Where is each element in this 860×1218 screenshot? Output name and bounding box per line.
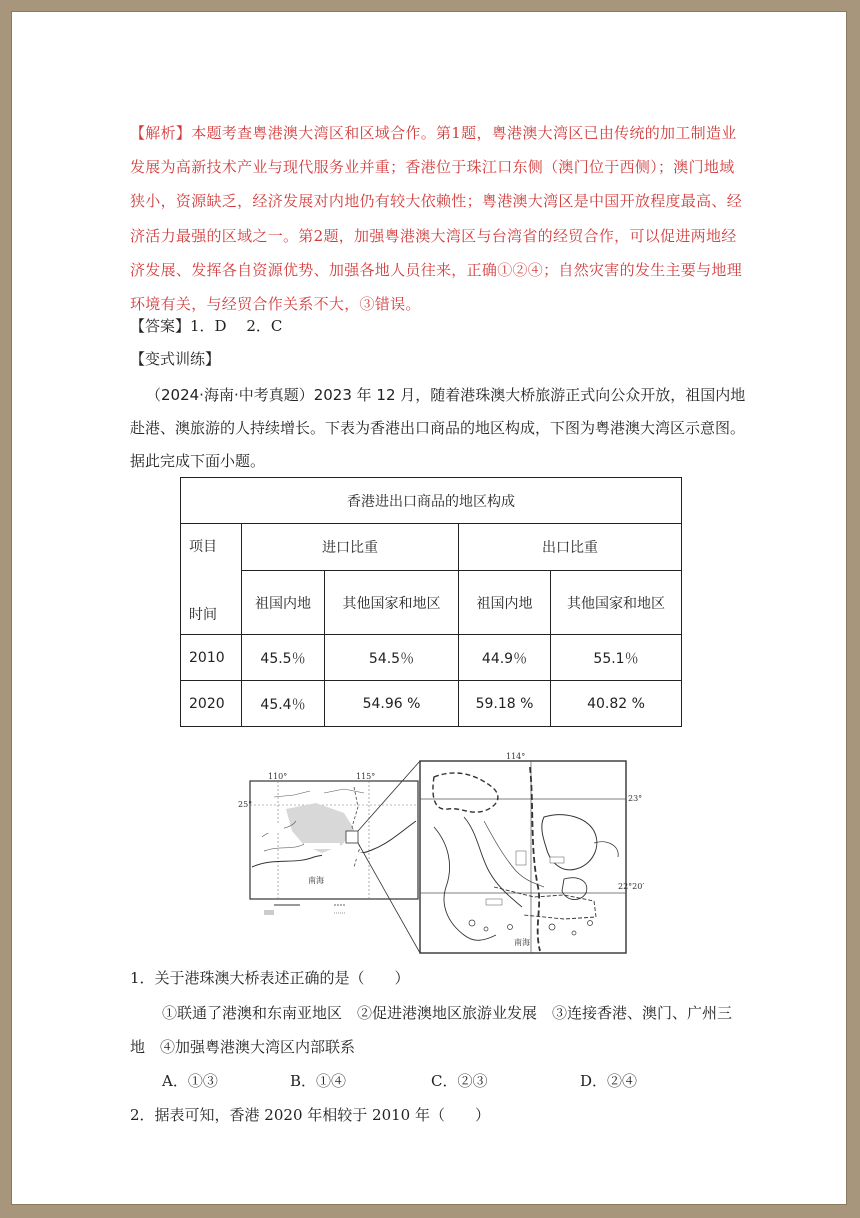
row-year: 2010 [181,635,242,681]
sub-header: 祖国内地 [242,571,325,635]
lat-23-label: 23° [628,794,643,803]
lon-114-label: 114° [506,752,526,761]
lon-110-label: 110° [268,772,288,781]
question-1-statements: 地 ④加强粤港澳大湾区内部联系 [130,1038,356,1056]
analysis-line: 狭小，资源缺乏，经济发展对内地仍有较大依赖性；粤港澳大湾区是中国开放程度最高、经 [130,192,743,211]
item-label: 项目 [189,539,217,555]
analysis-line: 【解析】本题考查粤港澳大湾区和区域合作。第1题，粤港澳大湾区已由传统的加工制造业 [130,124,737,142]
option-a[interactable]: A．①③ [162,1072,218,1090]
exercise-intro: 据此完成下面小题。 [130,452,266,470]
overview-sea-label: 南海 [308,876,324,885]
lat-22-20-label: 22°20′ [618,882,645,891]
analysis-line: 环境有关，与经贸合作关系不大，③错误。 [130,295,421,314]
option-b[interactable]: B．①④ [290,1072,347,1090]
import-header: 进口比重 [242,524,459,571]
table-row [181,681,682,727]
analysis-section [130,116,750,321]
question-1-stem: 1．关于港珠澳大桥表述正确的是（ ） [130,969,410,987]
analysis-line: 发展为高新技术产业与现代服务业并重；香港位于珠江口东侧（澳门位于西侧）；澳门地域 [130,158,735,177]
option-d[interactable]: D．②④ [580,1072,638,1090]
detail-sea-label: 南海 [514,938,530,947]
table-row [181,635,682,681]
question-2-stem: 2．据表可知，香港 2020 年相较于 2010 年（ ） [130,1106,490,1124]
row-cell: 55.1％ [551,635,682,681]
lon-115-label: 115° [356,772,376,781]
detail-map [420,761,626,953]
row-cell: 45.5％ [242,635,325,681]
row-cell: 45.4％ [242,681,325,727]
sub-header: 祖国内地 [459,571,551,635]
bay-area-map [234,747,652,957]
trade-table [180,477,682,727]
lat-25-label: 25° [238,800,253,809]
table-title: 香港进出口商品的地区构成 [181,478,682,524]
option-c[interactable]: C．②③ [431,1072,488,1090]
answer-line: 【答案】1．D 2．C [130,317,283,335]
document-page [11,11,847,1205]
exercise-intro: 赴港、澳旅游的人持续增长。下表为香港出口商品的地区构成，下图为粤港澳大湾区示意图。 [130,419,746,437]
table-corner-cell [181,524,242,635]
question-1-statements: ①联通了港澳和东南亚地区 ②促进港澳地区旅游业发展 ③连接香港、澳门、广州三 [162,1004,733,1022]
row-cell: 59.18 % [459,681,551,727]
time-label: 时间 [189,607,217,623]
row-cell: 44.9％ [459,635,551,681]
map-svg [234,747,652,957]
exercise-heading: 【变式训练】 [130,350,221,368]
sub-header: 其他国家和地区 [551,571,682,635]
row-cell: 40.82 % [551,681,682,727]
exercise-intro: （2024·海南·中考真题）2023 年 12 月，随着港珠澳大桥旅游正式向公众开放，祖国内地 [146,386,746,404]
row-cell: 54.96 % [325,681,459,727]
sub-header: 其他国家和地区 [325,571,459,635]
row-cell: 54.5％ [325,635,459,681]
analysis-line: 济发展、发挥各自资源优势、加强各地人员往来，正确①②④；自然灾害的发生主要与地理 [130,260,743,279]
overview-map [250,781,418,915]
row-year: 2020 [181,681,242,727]
analysis-line: 济活力最强的区域之一。第2题，加强粤港澳大湾区与台湾省的经贸合作，可以促进两地经 [130,226,737,245]
export-header: 出口比重 [459,524,682,571]
